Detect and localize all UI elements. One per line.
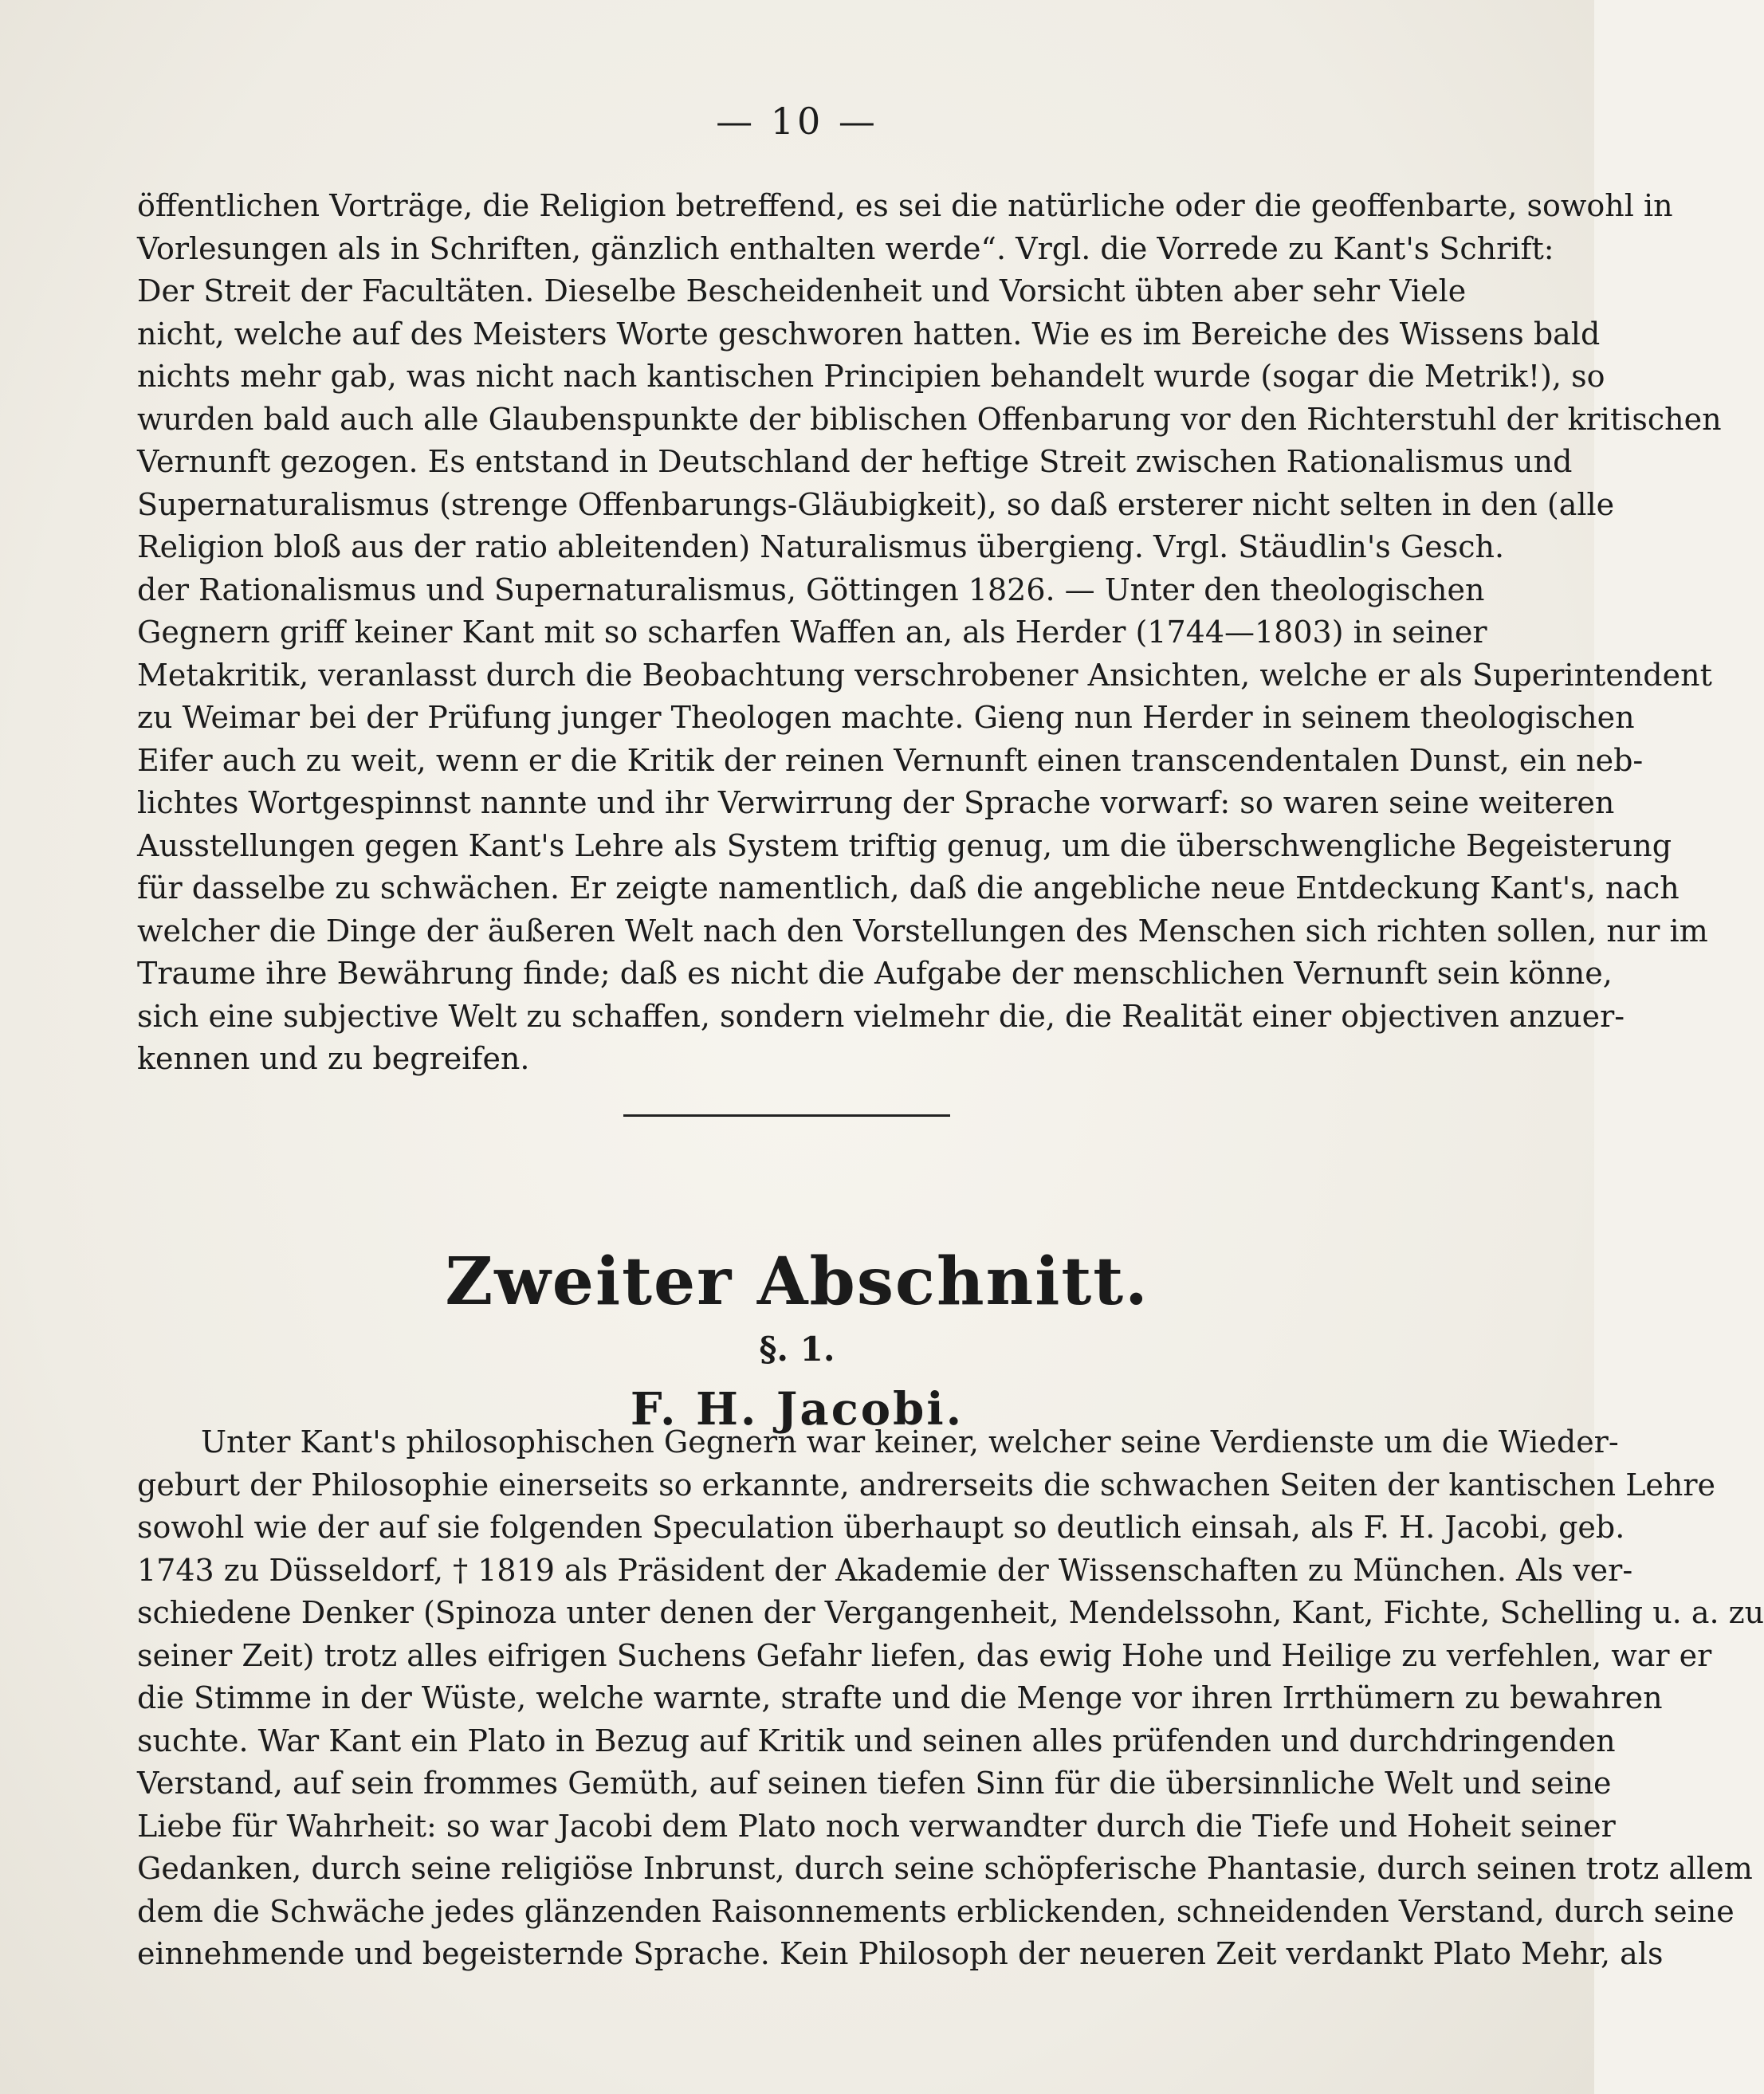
text-line: seiner Zeit) trotz alles eifrigen Suchens Gefahr liefen, das ewig Hohe und Heilige zu verfehlen, war er [137, 1637, 1712, 1673]
paragraph-jacobi [137, 1421, 1764, 1976]
text-line: Liebe für Wahrheit: so war Jacobi dem Plato noch verwandter durch die Tiefe und Hoheit seiner [137, 1808, 1616, 1844]
text-line: suchte. War Kant ein Plato in Bezug auf Kritik und seinen alles prüfenden und durchdringenden [137, 1723, 1616, 1758]
text-line: Eifer auch zu weit, wenn er die Kritik der reinen Vernunft einen transcendentalen Dunst, ein neb- [137, 742, 1644, 778]
text-line: Vernunft gezogen. Es entstand in Deutschland der heftige Streit zwischen Rationalismus und [137, 444, 1573, 479]
text-line: der Rationalismus und Supernaturalismus, Göttingen 1826. — Unter den theologischen [137, 572, 1485, 607]
section-title: F. H. Jacobi. [630, 1383, 965, 1436]
text-line: welcher die Dinge der äußeren Welt nach den Vorstellungen des Menschen sich richten sollen, nur im [137, 913, 1708, 949]
text-line: geburt der Philosophie einerseits so erkannte, andrerseits die schwachen Seiten der kantischen Lehre [137, 1467, 1716, 1503]
text-line: Vorlesungen als in Schriften, gänzlich enthalten werde“. Vrgl. die Vorrede zu Kant's Schrift: [137, 230, 1554, 266]
text-line: sowohl wie der auf sie folgenden Speculation überhaupt so deutlich einsah, als F. H. Jacobi, geb. [137, 1510, 1625, 1545]
text-line: dem die Schwäche jedes glänzenden Raisonnements erblickenden, schneidenden Verstand, durch seine [137, 1893, 1735, 1929]
text-line: kennen und zu begreifen. [137, 1041, 530, 1076]
text-line: Unter Kant's philosophischen Gegnern war keiner, welcher seine Verdienste um die Wieder- [201, 1424, 1619, 1460]
text-line: Ausstellungen gegen Kant's Lehre als System triftig genug, um die überschwengliche Begeisterung [137, 827, 1672, 863]
text-line: schiedene Denker (Spinoza unter denen der Vergangenheit, Mendelssohn, Kant, Fichte, Schelling u. a. zu [137, 1595, 1764, 1630]
text-line: Traume ihre Bewährung finde; daß es nicht die Aufgabe der menschlichen Vernunft sein könne, [137, 956, 1613, 991]
page-number: — 10 — [716, 100, 878, 143]
text-line: für dasselbe zu schwächen. Er zeigte namentlich, daß die angebliche neue Entdeckung Kant's, nach [137, 870, 1680, 906]
text-line: Gegnern griff keiner Kant mit so scharfen Waffen an, als Herder (1744—1803) in seiner [137, 615, 1487, 650]
text-line: zu Weimar bei der Prüfung junger Theologen machte. Gieng nun Herder in seinem theologischen [137, 700, 1635, 735]
section-divider [623, 1114, 950, 1117]
text-line: einnehmende und begeisternde Sprache. Kein Philosoph der neueren Zeit verdankt Plato Mehr, als [137, 1936, 1664, 1971]
text-line: Religion bloß aus der ratio ableitenden) Naturalismus übergieng. Vrgl. Stäudlin's Gesch. [137, 529, 1505, 564]
text-line: Verstand, auf sein frommes Gemüth, auf seinen tiefen Sinn für die übersinnliche Welt und seine [137, 1766, 1612, 1801]
text-line: die Stimme in der Wüste, welche warnte, strafte und die Menge vor ihren Irrthümern zu bewahren [137, 1680, 1663, 1715]
section-number: §. 1. [759, 1330, 835, 1369]
text-line: nicht, welche auf des Meisters Worte geschworen hatten. Wie es im Bereiche des Wissens bald [137, 316, 1601, 352]
text-line: Gedanken, durch seine religiöse Inbrunst, durch seine schöpferische Phantasie, durch seinen trotz allem [137, 1851, 1753, 1886]
text-line: wurden bald auch alle Glaubenspunkte der biblischen Offenbarung vor den Richterstuhl der kritischen [137, 401, 1722, 437]
text-line: Supernaturalismus (strenge Offenbarungs-Gläubigkeit), so daß ersterer nicht selten in den (alle [137, 486, 1615, 522]
text-line: 1743 zu Düsseldorf, † 1819 als Präsident der Akademie der Wissenschaften zu München. Als ver- [137, 1552, 1633, 1588]
text-line: Metakritik, veranlasst durch die Beobachtung verschrobener Ansichten, welche er als Superintendent [137, 657, 1712, 693]
text-line: Der Streit der Facultäten. Dieselbe Bescheidenheit und Vorsicht übten aber sehr Viele [137, 273, 1467, 308]
text-line: öffentlichen Vorträge, die Religion betreffend, es sei die natürliche oder die geoffenbarte, sowohl in [137, 188, 1673, 223]
paragraph-kant-critics [137, 185, 1722, 1081]
text-line: sich eine subjective Welt zu schaffen, sondern vielmehr die, die Realität einer objectiven anzuer- [137, 998, 1625, 1034]
chapter-heading: Zweiter Abschnitt. [445, 1243, 1149, 1320]
text-line: nichts mehr gab, was nicht nach kantischen Principien behandelt wurde (sogar die Metrik!), so [137, 359, 1605, 394]
text-line: lichtes Wortgespinnst nannte und ihr Verwirrung der Sprache vorwarf: so waren seine weiteren [137, 785, 1615, 820]
